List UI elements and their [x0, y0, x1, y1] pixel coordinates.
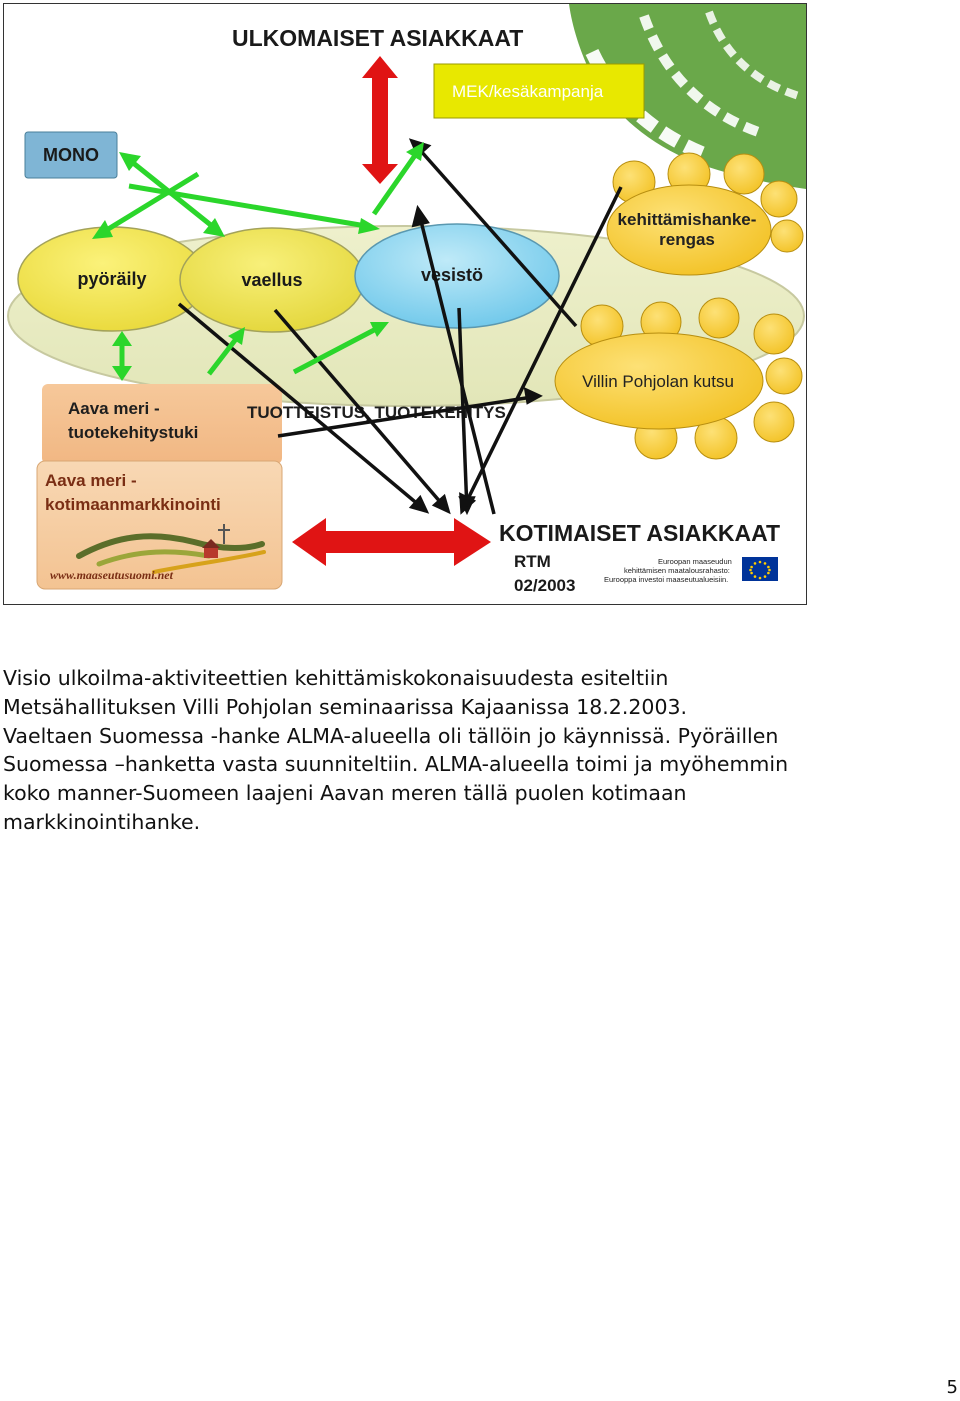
- eu-text-line3: Eurooppa investoi maaseutualueisiin.: [604, 575, 729, 584]
- aava-bottom-line1: Aava meri -: [45, 471, 137, 490]
- ring-label-line1: kehittämishanke-: [617, 210, 757, 229]
- mek-campaign-label: MEK/kesäkampanja: [452, 82, 604, 101]
- eu-funding-logo: [604, 557, 778, 584]
- caption-line: Vaeltaen Suomessa -hanke ALMA-alueella oli tällöin jo käynnissä. Pyöräillen: [3, 723, 779, 748]
- page-number: 5: [946, 1377, 958, 1398]
- villi-pohjola-cluster: [555, 298, 802, 459]
- title-foreign-customers: ULKOMAISET ASIAKKAAT: [232, 25, 524, 51]
- website-text: www.maaseutusuomi.net: [50, 568, 173, 582]
- diagram-slide: [3, 3, 807, 605]
- eu-text-line1: Euroopan maaseudun: [658, 557, 732, 566]
- aava-top-line1: Aava meri -: [68, 399, 160, 418]
- caption-line: markkinointihanke.: [3, 809, 201, 834]
- ring-label-line2: rengas: [659, 230, 715, 249]
- vision-diagram: [4, 4, 806, 604]
- author-label: RTM: [514, 552, 551, 571]
- title-domestic-customers: KOTIMAISET ASIAKKAAT: [499, 520, 781, 546]
- mono-label: MONO: [43, 145, 99, 165]
- eu-text-line2: kehittämisen maatalousrahasto:: [624, 566, 730, 575]
- aava-bottom-line2: kotimaanmarkkinointi: [45, 495, 221, 514]
- villi-label: Villin Pohjolan kutsu: [582, 372, 734, 391]
- activity-vaellus-label: vaellus: [241, 270, 303, 290]
- red-arrow-horizontal: [292, 518, 491, 566]
- activity-pyoraily-label: pyöräily: [77, 269, 147, 289]
- caption-line: koko manner-Suomeen laajeni Aavan meren tällä puolen kotimaan: [3, 781, 687, 806]
- products-label: TUOTTEISTUS, TUOTEKEHITYS: [247, 403, 506, 422]
- caption-line: Visio ulkoilma-aktiviteettien kehittämiskokonaisuudesta esiteltiin: [3, 666, 669, 690]
- caption-line: Suomessa –hanketta vasta suunniteltiin. ALMA-alueella toimi ja myöhemmin: [3, 752, 789, 777]
- caption-text: [3, 664, 943, 837]
- caption-line: Metsähallituksen Villi Pohjolan seminaarissa Kajaanissa 18.2.2003.: [3, 694, 688, 719]
- red-arrow-vertical: [362, 56, 398, 184]
- date-label: 02/2003: [514, 576, 576, 595]
- activity-vesisto-label: vesistö: [420, 265, 484, 285]
- aava-top-line2: tuotekehitystuki: [68, 423, 199, 442]
- green-arrow-mono-pyoraily: [92, 174, 198, 239]
